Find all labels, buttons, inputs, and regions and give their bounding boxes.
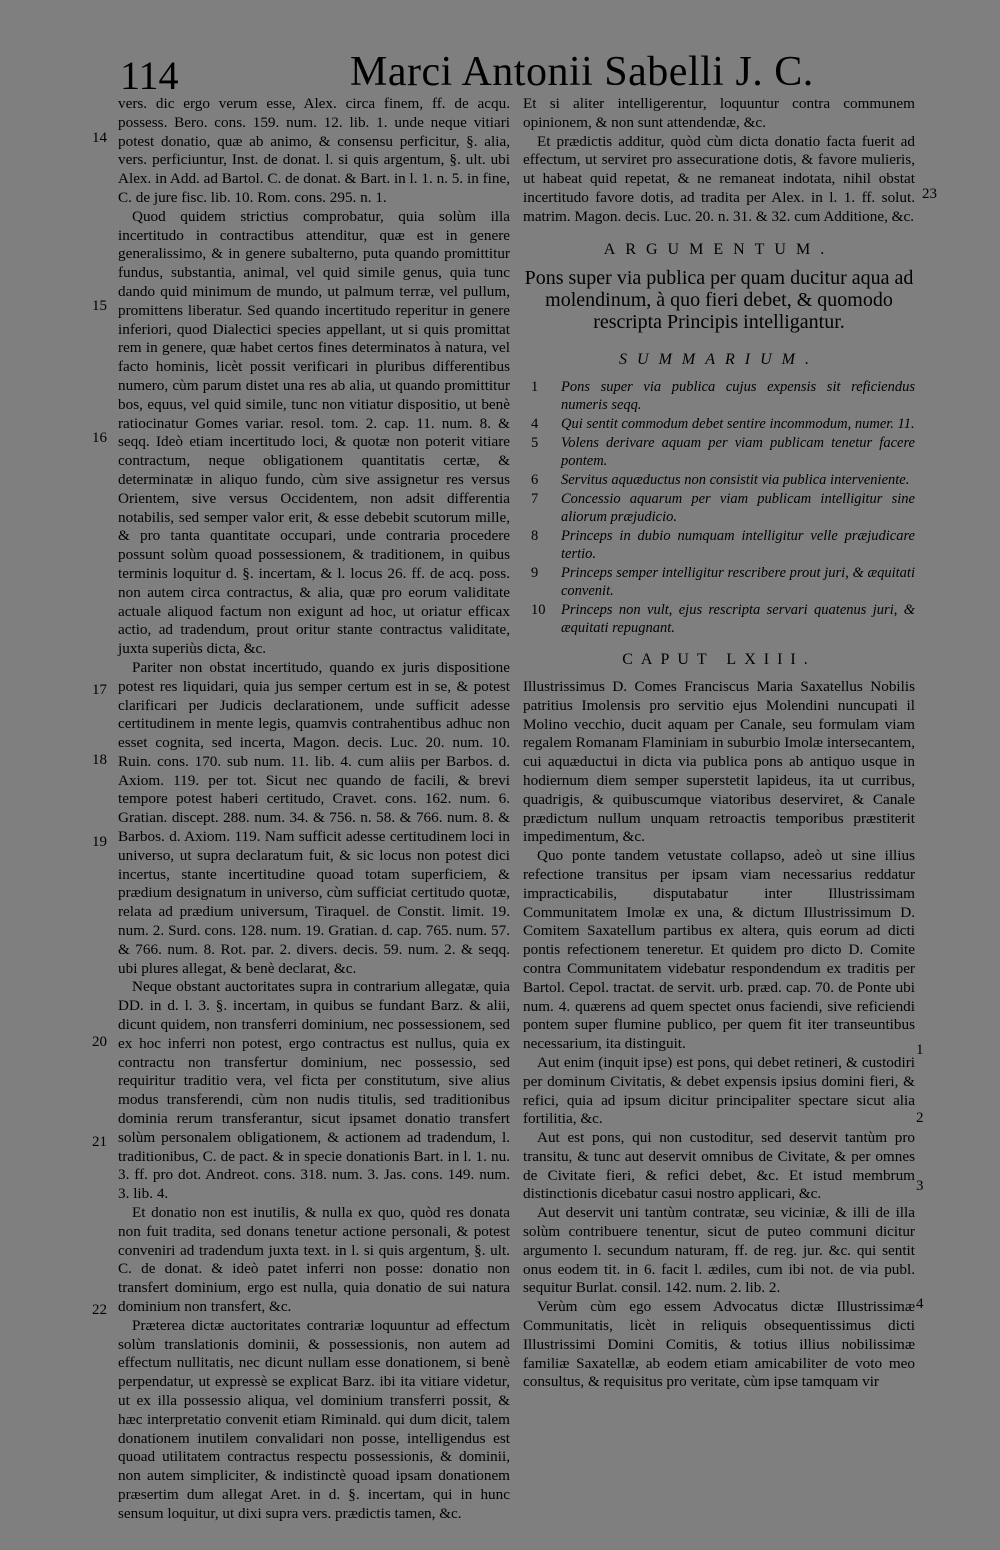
margin-number: 16 bbox=[92, 430, 107, 446]
summarium-item bbox=[523, 434, 915, 470]
summarium-number: 1 bbox=[531, 379, 539, 396]
margin-number: 14 bbox=[92, 130, 107, 146]
paragraph: Pariter non obstat incertitudo, quando ex juris dispositione potest res liquidari, quia jus semper certum est in se, & potest clarificari per Judicis declarationem, unde sufficit adesse certitudinem in mente legis, quamvis contrahentibus adhuc non esset cognita, sed incerta, Magon. decis. Luc. 20. num. 10. Ruin. cons. 170. sub num. 11. lib. 4. cum aliis per Barbos. d. Axiom. 119. per tot. Sicut nec quando de facili, & brevi tempore potest haberi certitudo, Cravet. cons. 162. num. 6. Gratian. discept. 288. num. 34. & 756. n. 58. & 766. num. 8. & Barbos. d. Axiom. 119. Nam sufficit adesse certitudinem loci in universo, ut supra declaratum fuit, & sic locus non potest dici incertus, stante incertitudine quoad totam superficiem, & prædium designatum in universo, cùm sufficiat certitudo quotæ, relata ad prædium universum, Tiraquel. de Constit. limit. 19. num. 2. Surd. cons. 128. num. 19. Gratian. d. cap. 765. num. 57. & 766. num. 8. Rot. par. 2. divers. decis. 59. num. 2. & seqq. ubi plures allegat, & benè declarat, &c. bbox=[118, 658, 510, 977]
summarium-number: 8 bbox=[531, 528, 539, 545]
paragraph: Quod quidem strictius comprobatur, quia solùm illa incertitudo in contractibus attenditur, quæ est in genere generalissimo, & in genere subalterno, puta quando promittitur fundus, substantia, animal, vel quid simile genus, quia tunc dando quid minimum de mundo, ut palmum terræ, vel pullum, promittens liberatur. Sed quando incertitudo reperitur in genere inferiori, quod Dialectici species appellant, ut si quis promittat rem in genere, quæ habet certos fines determinatos à natura, vel facto hominis, licèt possit verificari in pluribus differentibus numero, cùm parum distet una res ab alia, ut quando promittitur bos, equus, vel quid simile, tunc non vitiatur dispositio, ut benè ratiocinatur Gomes variar. resol. tom. 2. cap. 11. num. 8. & seqq. Ideò etiam incertitudo loci, & quotæ non poterit vitiare contractum, neque obligationem quantitatis certæ, & determinatæ in aliquo fundo, cùm sive assignetur res versus Orientem, sive versus Occidentem, non adsit differentia notabilis, sed semper valor erit, & esse debebit scutorum mille, & pro tanta quantitate occupari, unde contraria procedere possunt solùm quoad possessionem, & traditionem, in quibus terminis loquitur d. §. incertam, & l. locus 26. ff. de acq. poss. non autem circa contractus, & alia, quæ pro eorum validitate actuale aliquod factum non exigunt ad hoc, ut oriatur efficax actio, ad tradendum, prout oritur stante contractus validitate, juxta superiùs dicta, &c. bbox=[118, 207, 510, 658]
margin-number: 18 bbox=[92, 752, 107, 768]
summarium-item bbox=[523, 564, 915, 600]
summarium-number: 5 bbox=[531, 435, 539, 452]
argumentum-heading: ARGUMENTUM. bbox=[603, 240, 835, 258]
summarium-text: Qui sentit commodum debet sentire incommodum, numer. 11. bbox=[561, 416, 915, 433]
right-column bbox=[523, 95, 915, 1392]
summarium-number: 4 bbox=[531, 416, 539, 433]
summarium-item bbox=[523, 601, 915, 637]
margin-number: 22 bbox=[92, 1302, 107, 1318]
summarium-text: Princeps non vult, ejus rescripta servari quatenus juri, & æquitati repugnant. bbox=[561, 602, 915, 637]
paragraph: Et prædictis additur, quòd cùm dicta donatio facta fuerit ad effectum, ut serviret pro assecuratione dotis, & favore mulieris, ut habeat quid repetat, & ne remaneat indotata, nihil obstat incertitudo favore dotis, ad tradita per Alex. in l. 1. ff. solut. matrim. Magon. decis. Luc. 20. n. 31. & 32. cum Additione, &c. bbox=[523, 132, 915, 225]
paragraph: Aut deservit uni tantùm contratæ, seu viciniæ, & illi de illa solùm contribuere tenentur, sicut de puteo communi dicitur argumento l. secundum naturam, ff. de reg. jur. &c. qui sentit onus eodem tit. in 6. facit l. ædiles, cum ibi not. de via publ. sequitur Burlat. consil. 142. num. 2. lib. 2. bbox=[523, 1204, 915, 1297]
summarium-text: Princeps semper intelligitur rescribere prout juri, & æquitati convenit. bbox=[561, 565, 915, 600]
summarium-item bbox=[523, 490, 915, 526]
summarium-item bbox=[523, 378, 915, 414]
argumentum-text: Pons super via publica per quam ducitur aqua ad molendinum, à quo fieri debet, & quomodo rescripta Principis intelligantur. bbox=[524, 267, 914, 334]
summarium-number: 9 bbox=[531, 565, 539, 582]
paragraph: Aut enim (inquit ipse) est pons, qui debet retineri, & custodiri per dominum Civitatis, & debet expensis ipsius domini fieri, & refici, quia ad ipsum dicitur principaliter spectare sicut alia fortilitia, &c. bbox=[523, 1053, 915, 1128]
margin-number: 15 bbox=[92, 298, 107, 314]
summarium-number: 7 bbox=[531, 491, 539, 508]
summarium-number: 10 bbox=[531, 602, 546, 619]
margin-number: 4 bbox=[916, 1296, 924, 1312]
paragraph: Aut est pons, qui non custoditur, sed deservit tantùm pro transitu, & tunc aut deservit omnibus de Civitate, & per omnes de Civitate fieri, & refici debet, &c. Et istud membrum distinctionis dicebatur casui nostro applicari, &c. bbox=[523, 1129, 915, 1203]
paragraph: Præterea dictæ auctoritates contrariæ loquuntur ad effectum solùm translationis dominii, & possessionis, non autem ad effectum nullitatis, nec dicunt nullam esse donationem, si benè perpendatur, ut expressè se explicat Barz. ibi ita vitiare videtur, ut ex illa possessio aliqua, vel dominium transferri possit, & hæc interpretatio convenit etiam Riminald. qui dum dicit, talem donationem inutilem convalidari non posse, intelligendus est quoad utilitatem contractus respectu possessionis, & dominii, non autem simpliciter, & indistinctè quoad ipsam donationem præsertim dum allegat Aret. in d. §. incertam, qui in hunc sensum loquitur, ut dixi supra vers. prædictis tamen, &c. bbox=[118, 1316, 510, 1522]
margin-number: 1 bbox=[916, 1042, 924, 1058]
margin-number: 3 bbox=[916, 1178, 924, 1194]
paragraph: Illustrissimus D. Comes Franciscus Maria Saxatellus Nobilis patritius Imolensis pro servitio ejus Molendini nuncupati il Molino vecchio, ducit aquam per Canale, seu formulam viam regalem Romanam Flaminiam in suburbio Imolæ intersecantem, cui aquæductui in dicta via publica pons ab antiquo usque in hodiernum diem semper superstetit lapideus, ita ut curribus, quadrigis, & quibuscumque viatoribus deserviret, & Canale prædictum nullum unquam retroactis temporibus præstiterit impedimentum, &c. bbox=[523, 677, 915, 846]
paragraph: vers. dic ergo verum esse, Alex. circa finem, ff. de acqu. possess. Bero. cons. 159. num. 12. lib. 1. unde neque vitiari potest donatio, quæ ab animo, & consensu perficitur, §. alia, vers. perficiuntur, Inst. de donat. l. si quis argentum, §. ult. ubi Alex. in Add. ad Bartol. C. de donat. & Bart. in l. 1. n. 5. in fine, C. de jure fisc. lib. 10. Rom. cons. 295. n. 1. bbox=[118, 95, 510, 206]
summarium-text: Concessio aquarum per viam publicam intelligitur sine aliorum præjudicio. bbox=[561, 491, 915, 526]
margin-number: 19 bbox=[92, 834, 107, 850]
page-number: 114 bbox=[120, 53, 179, 98]
summarium-text: Volens derivare aquam per viam publicam tenetur facere pontem. bbox=[561, 435, 915, 470]
summarium-heading: SUMMARIUM. bbox=[619, 351, 819, 369]
summarium-list bbox=[523, 378, 915, 637]
paragraph: Verùm cùm ego essem Advocatus dictæ Illustrissimæ Communitatis, licèt in reliquis obsequentissimus dicti Illustrissimi Domini Comitis, & totius illius nobilissimæ familiæ Saxatellæ, ab eodem etiam amicabiliter de voto meo consultus, & requisitus pro veritate, cùm ipse tamquam vir bbox=[523, 1298, 915, 1391]
summarium-item bbox=[523, 471, 915, 489]
summarium-item bbox=[523, 415, 915, 433]
margin-number: 17 bbox=[92, 682, 107, 698]
paragraph: Quo ponte tandem vetustate collapso, adeò ut sine illius refectione transitus per ipsam viam necessarius reddatur impracticabilis, disputabatur inter Illustrissimam Communitatem Imolæ ex una, & dictum Illustrissimum D. Comitem Saxatellum partibus ex altera, quis eorum ad dicti pontis refectionem teneretur. Et quidem pro dicto D. Comite contra Communitatem videbatur respondendum ex traditis per Bartol. Cepol. tractat. de servit. urb. præd. cap. 70. de Ponte ubi num. 4. quærens ad quem spectet onus faciendi, sive reficiendi pontem super flumine publico, per quem fit iter transeuntibus necessarium, ita distinguit. bbox=[523, 847, 915, 1053]
left-column bbox=[118, 95, 510, 1524]
summarium-text: Princeps in dubio numquam intelligitur velle præjudicare tertio. bbox=[561, 528, 915, 563]
margin-number: 21 bbox=[92, 1134, 107, 1150]
caput-heading: CAPUT LXIII. bbox=[622, 651, 816, 669]
summarium-text: Servitus aquæductus non consistit via publica interveniente. bbox=[561, 472, 910, 489]
paragraph: Et si aliter intelligerentur, loquuntur contra communem opinionem, & non sunt attendendæ, &c. bbox=[523, 95, 915, 131]
summarium-item bbox=[523, 527, 915, 563]
running-title: Marci Antonii Sabelli J. C. bbox=[350, 49, 814, 95]
paragraph: Neque obstant auctoritates supra in contrarium allegatæ, quia DD. in d. l. 3. §. incertam, in quibus se fundant Barz. & alii, dicunt quidem, non transferri dominium, nec possessionem, sed ex hoc inferri non potest, ergo contractus est nullus, quia ex contractu non transfertur dominium, nec possessio, sed requiritur traditio vera, vel ficta per constitutum, sive alius modus transferendi, cùm non nudis titulis, sed traditionibus dominia rerum transferantur, sicut ipsamet donatio transfert solùm personalem obligationem, & actionem ad tradendum, l. traditionibus, C. de pact. & in specie donationis Bart. in l. 1. nu. 3. ff. pro dot. Andreot. cons. 318. num. 3. Jas. cons. 149. num. 3. lib. 4. bbox=[118, 978, 510, 1203]
summarium-text: Pons super via publica cujus expensis sit reficiendus numeris seqq. bbox=[561, 379, 915, 414]
margin-number: 20 bbox=[92, 1034, 107, 1050]
margin-number: 23 bbox=[922, 186, 937, 202]
summarium-number: 6 bbox=[531, 472, 539, 489]
paragraph: Et donatio non est inutilis, & nulla ex quo, quòd res donata non fuit tradita, sed donans tenetur actione personali, & potest conveniri ad tradendum juxta text. in l. si quis argentum, §. ult. C. de donat. & ideò patet inferri non posse: donatio non transfert dominium, ergo est nulla, quia donatio de sui natura dominium non transfert, &c. bbox=[118, 1204, 510, 1315]
margin-number: 2 bbox=[916, 1110, 924, 1126]
